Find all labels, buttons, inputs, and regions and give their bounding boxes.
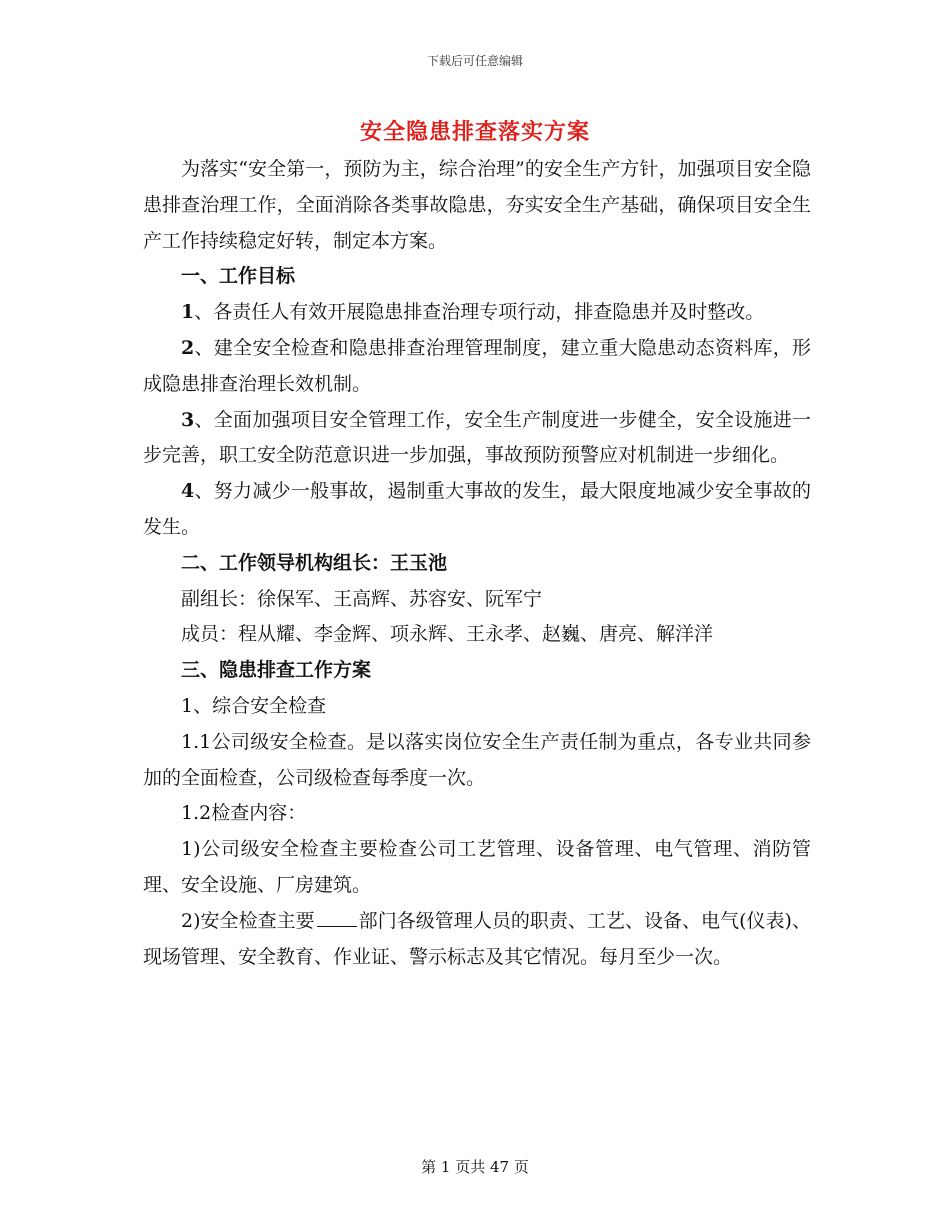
goal-item-2 <box>143 331 811 403</box>
goal-item-3 <box>143 403 811 475</box>
check-content-2-start: 2)安全检查主要 <box>181 909 315 932</box>
goal-item-4 <box>143 474 811 546</box>
page-header-note: 下载后可任意编辑 <box>426 54 523 68</box>
goal-number: 2 <box>181 336 195 359</box>
paragraph-1-1: 1.1公司级安全检查。是以落实岗位安全生产责任制为重点，各专业共同参加的全面检查，公司级检查每季度一次。 <box>143 730 811 789</box>
section2-heading: 二、工作领导机构组长：王玉池 <box>181 551 448 574</box>
goal-text: 、努力减少一般事故，遏制重大事故的发生，最大限度地减少安全事故的发生。 <box>143 480 811 538</box>
blank-underline <box>317 908 357 927</box>
section3-heading: 三、隐患排查工作方案 <box>181 659 372 682</box>
deputy-leaders: 副组长：徐保军、王高辉、苏容安、阮军宁 <box>181 587 543 610</box>
members-list: 成员：程从耀、李金辉、项永辉、王永孝、赵巍、唐亮、解洋洋 <box>181 623 714 646</box>
goal-number: 4 <box>181 480 195 503</box>
page-footer-number: 第 1 页共 47 页 <box>421 1158 529 1176</box>
goal-number: 3 <box>181 408 195 431</box>
paragraph-1-2: 1.2检查内容： <box>181 802 307 825</box>
document-body <box>143 152 811 975</box>
check-content-2 <box>143 904 811 976</box>
check-content-2-end: 部门各级管理人员的职责、工艺、设备、电气(仪表)、现场管理、安全教育、作业证、警示标志及其它情况。每月至少一次。 <box>143 909 811 968</box>
check-content-1: 1)公司级安全检查主要检查公司工艺管理、设备管理、电气管理、消防管理、安全设施、厂房建筑。 <box>143 838 811 896</box>
goal-text: 、建全安全检查和隐患排查治理管理制度，建立重大隐患动态资料库，形成隐患排查治理长效机制。 <box>143 336 811 395</box>
document-title: 安全隐患排查落实方案 <box>359 119 590 145</box>
intro-paragraph: 为落实“安全第一，预防为主，综合治理”的安全生产方针，加强项目安全隐患排查治理工作，全面消除各类事故隐患，夯实安全生产基础，确保项目安全生产工作持续稳定好转，制定本方案。 <box>143 158 811 252</box>
goal-text: 、全面加强项目安全管理工作，安全生产制度进一步健全，安全设施进一步完善，职工安全防范意识进一步加强，事故预防预警应对机制进一步细化。 <box>143 408 811 467</box>
section1-heading: 一、工作目标 <box>181 265 296 288</box>
sub-heading-1: 1、综合安全检查 <box>181 694 327 717</box>
goal-number: 1 <box>181 301 195 324</box>
goal-item-1 <box>143 295 811 331</box>
goal-text: 、各责任人有效开展隐患排查治理专项行动，排查隐患并及时整改。 <box>194 301 765 324</box>
